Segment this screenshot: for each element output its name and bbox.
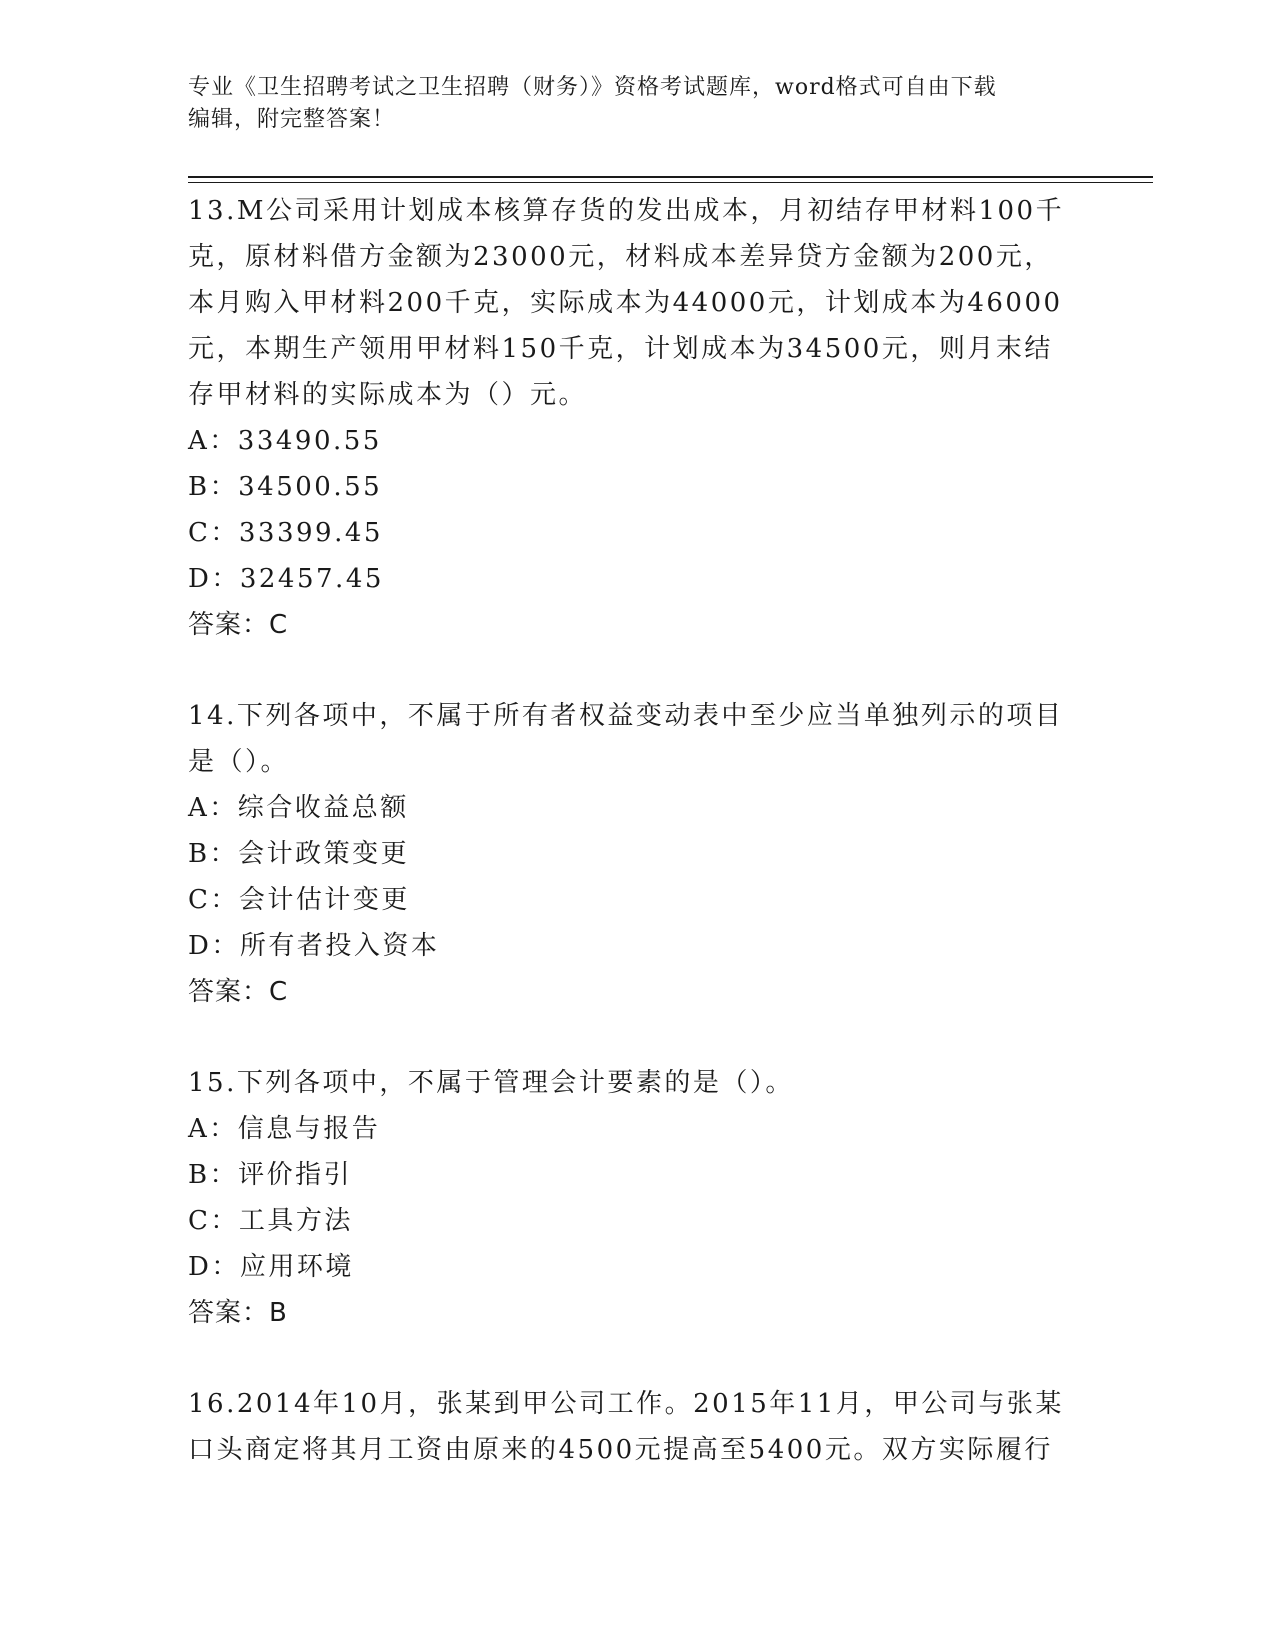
question-line: 13.M公司采用计划成本核算存货的发出成本，月初结存甲材料100千	[188, 196, 1065, 226]
question-line: 本月购入甲材料200千克，实际成本为44000元，计划成本为46000	[188, 288, 1063, 318]
option-c: C：会计估计变更	[188, 885, 410, 915]
question-13	[188, 188, 1088, 648]
question-line: 15.下列各项中，不属于管理会计要素的是（）。	[188, 1068, 794, 1098]
option-b: B：评价指引	[188, 1160, 353, 1190]
question-line: 是（）。	[188, 747, 290, 777]
option-c: C：工具方法	[188, 1206, 353, 1236]
question-line: 元，本期生产领用甲材料150千克，计划成本为34500元，则月末结	[188, 334, 1053, 364]
spacer	[188, 648, 1088, 693]
header-divider-thick	[188, 176, 1153, 178]
option-a: A：33490.55	[188, 426, 382, 456]
header-divider-thin	[188, 182, 1153, 183]
question-15	[188, 1060, 1088, 1336]
question-line: 存甲材料的实际成本为（）元。	[188, 380, 588, 410]
option-a: A：信息与报告	[188, 1114, 381, 1144]
question-list	[188, 188, 1088, 1473]
question-line: 14.下列各项中，不属于所有者权益变动表中至少应当单独列示的项目	[188, 701, 1064, 731]
question-line: 克，原材料借方金额为23000元，材料成本差异贷方金额为200元，	[188, 242, 1053, 272]
option-b: B：34500.55	[188, 472, 383, 502]
answer: 答案：B	[188, 1298, 288, 1328]
page-header	[188, 72, 1088, 136]
spacer	[188, 1015, 1088, 1060]
header-line-2: 编辑，附完整答案！	[188, 107, 396, 132]
spacer	[188, 1336, 1088, 1381]
option-a: A：综合收益总额	[188, 793, 409, 823]
header-line-1: 专业《卫生招聘考试之卫生招聘（财务）》资格考试题库，word格式可自由下载	[188, 75, 997, 100]
question-16	[188, 1381, 1088, 1473]
option-d: D：应用环境	[188, 1252, 354, 1282]
option-c: C：33399.45	[188, 518, 383, 548]
option-b: B：会计政策变更	[188, 839, 410, 869]
option-d: D：所有者投入资本	[188, 931, 440, 961]
answer: 答案：C	[188, 610, 289, 640]
question-line: 口头商定将其月工资由原来的4500元提高至5400元。双方实际履行	[188, 1435, 1053, 1465]
answer: 答案：C	[188, 977, 289, 1007]
option-d: D：32457.45	[188, 564, 384, 594]
question-14	[188, 693, 1088, 1015]
question-line: 16.2014年10月，张某到甲公司工作。2015年11月，甲公司与张某	[188, 1389, 1064, 1419]
